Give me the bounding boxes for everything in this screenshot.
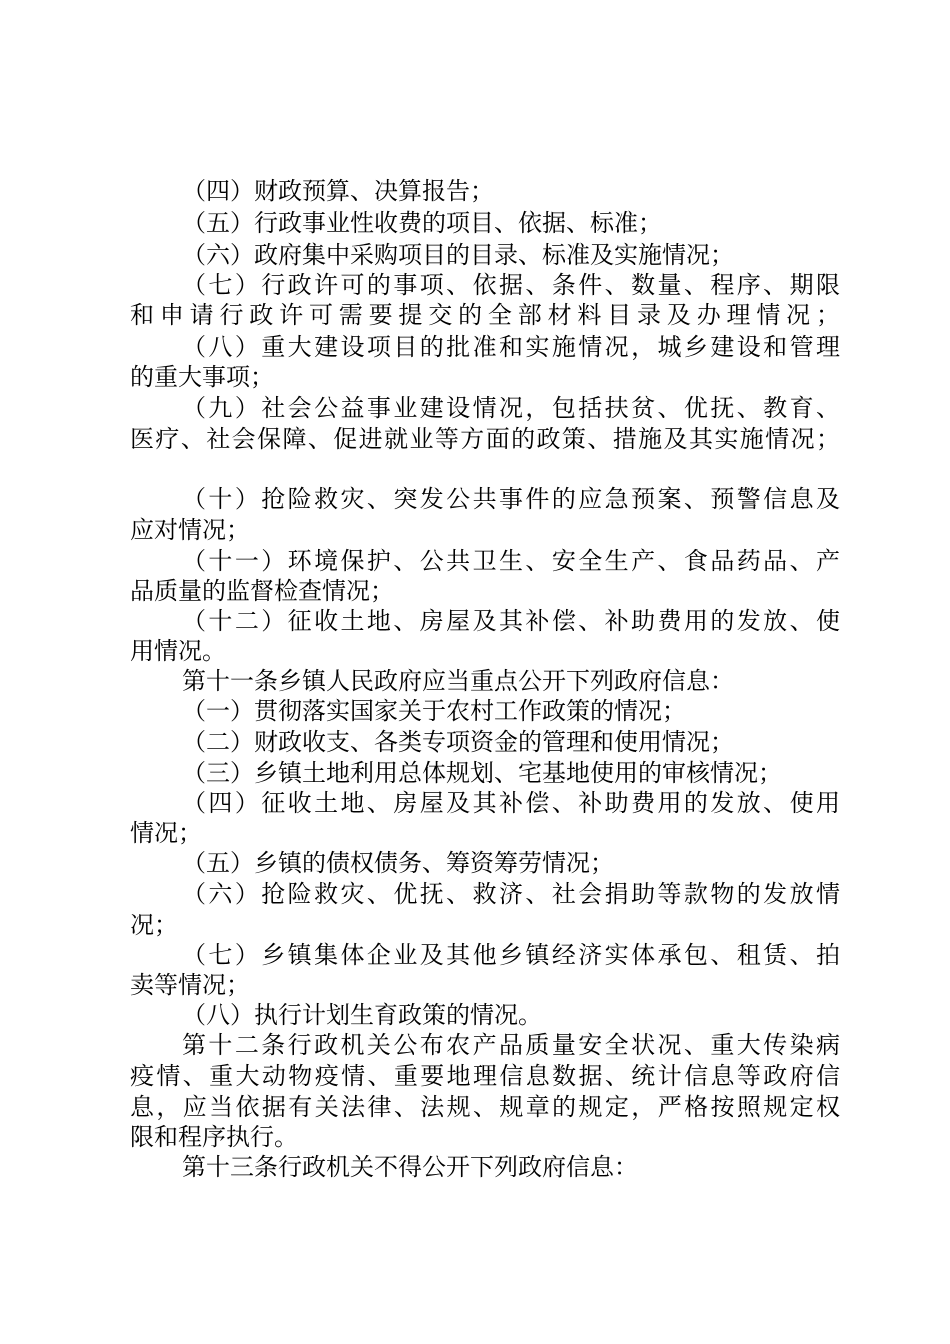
text-line: 和申请行政许可需要提交的全部材料目录及办理情况；	[130, 301, 840, 329]
text-line: （六）政府集中采购项目的目录、标准及实施情况；	[182, 241, 734, 269]
text-line: 品质量的监督检查情况；	[130, 577, 394, 605]
text-line: 应对情况；	[130, 516, 250, 544]
text-line: （三）乡镇土地利用总体规划、宅基地使用的审核情况；	[182, 759, 782, 787]
article-heading: 第十一条乡镇人民政府应当重点公开下列政府信息：	[182, 667, 734, 695]
text-line: 医疗、社会保障、促进就业等方面的政策、措施及其实施情况；	[130, 425, 840, 453]
article-heading: 第十三条行政机关不得公开下列政府信息：	[182, 1153, 638, 1181]
text-line: （四）征收土地、房屋及其补偿、补助费用的发放、使用	[182, 789, 840, 817]
text-line: （七）乡镇集体企业及其他乡镇经济实体承包、租赁、拍	[182, 941, 840, 969]
text-line: 息，应当依据有关法律、法规、规章的规定，严格按照规定权	[130, 1093, 840, 1121]
text-line: 的重大事项；	[130, 363, 274, 391]
text-line: （十）抢险救灾、突发公共事件的应急预案、预警信息及	[182, 485, 840, 513]
text-line: （十二）征收土地、房屋及其补偿、补助费用的发放、使	[182, 607, 840, 635]
text-line: 限和程序执行。	[130, 1123, 298, 1151]
text-line: （九）社会公益事业建设情况，包括扶贫、优抚、教育、	[182, 394, 840, 422]
text-line: 卖等情况；	[130, 971, 250, 999]
text-line: （五）行政事业性收费的项目、依据、标准；	[182, 209, 662, 237]
text-line: （一）贯彻落实国家关于农村工作政策的情况；	[182, 697, 686, 725]
article-heading: 第十二条行政机关公布农产品质量安全状况、重大传染病	[182, 1031, 840, 1059]
text-line: （五）乡镇的债权债务、筹资筹劳情况；	[182, 849, 614, 877]
text-line: （七）行政许可的事项、依据、条件、数量、程序、期限	[182, 271, 840, 299]
text-line: 况；	[130, 911, 178, 939]
text-line: （二）财政收支、各类专项资金的管理和使用情况；	[182, 728, 734, 756]
text-line: （八）重大建设项目的批准和实施情况，城乡建设和管理	[182, 333, 840, 361]
text-line: 情况；	[130, 819, 202, 847]
text-line: 疫情、重大动物疫情、重要地理信息数据、统计信息等政府信	[130, 1062, 840, 1090]
text-line: （八）执行计划生育政策的情况。	[182, 1001, 542, 1029]
text-line: （十一）环境保护、公共卫生、安全生产、食品药品、产	[182, 547, 840, 575]
text-line: 用情况。	[130, 637, 226, 665]
text-line: （四）财政预算、决算报告；	[182, 177, 494, 205]
text-line: （六）抢险救灾、优抚、救济、社会捐助等款物的发放情	[182, 880, 840, 908]
